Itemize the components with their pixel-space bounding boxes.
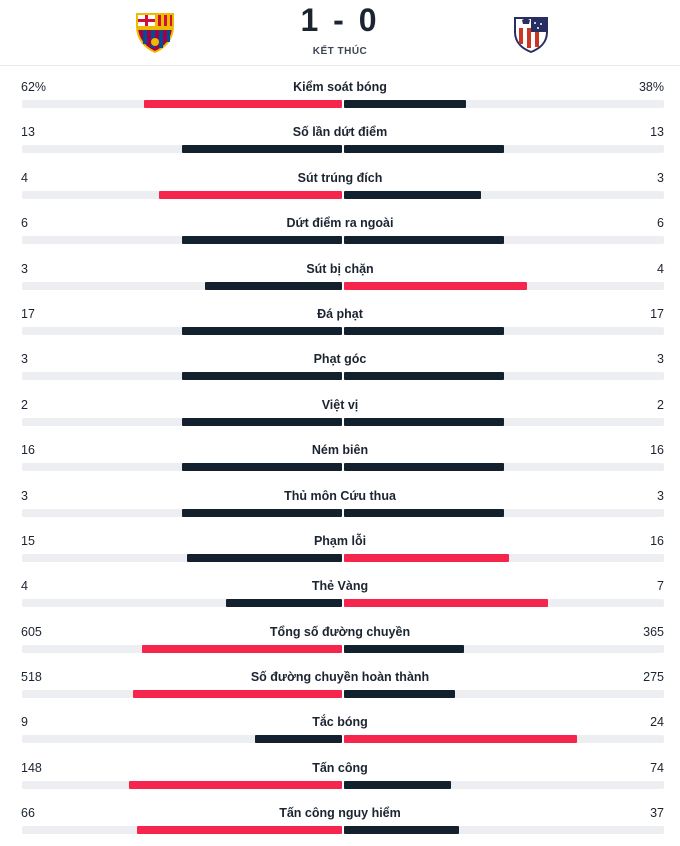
home-bar [182, 463, 342, 471]
away-bar [344, 554, 509, 562]
home-bar [142, 645, 342, 653]
away-bar-track [344, 781, 664, 789]
away-value: 16 [650, 443, 664, 458]
away-bar-track [344, 690, 664, 698]
away-bar [344, 645, 464, 653]
home-value: 3 [21, 261, 28, 276]
away-value: 2 [657, 397, 664, 412]
home-bar [182, 372, 342, 380]
home-bar-track [22, 282, 342, 290]
away-bar [344, 781, 451, 789]
stat-label: Đá phạt [317, 306, 363, 321]
away-bar [344, 509, 504, 517]
home-value: 15 [21, 533, 35, 548]
stat-row [0, 72, 680, 117]
home-bar [205, 282, 342, 290]
home-bar-track [22, 781, 342, 789]
stat-label: Số lần dứt điểm [292, 125, 388, 140]
stat-row [0, 117, 680, 162]
home-bar-track [22, 690, 342, 698]
away-bar-track [344, 599, 664, 607]
away-bar-track [344, 826, 664, 834]
home-bar-track [22, 418, 342, 426]
away-bar-track [344, 509, 664, 517]
match-score: 1 - 0 [300, 2, 380, 38]
home-value: 3 [21, 488, 28, 503]
home-bar-track [22, 509, 342, 517]
away-value: 17 [650, 306, 664, 321]
stat-label: Tổng số đường chuyền [269, 624, 411, 639]
home-bar-track [22, 554, 342, 562]
stat-label: Sút trúng đích [297, 170, 383, 185]
stat-label: Sút bị chặn [306, 261, 374, 276]
home-bar [144, 100, 342, 108]
home-value: 66 [21, 806, 35, 821]
home-bar [187, 554, 342, 562]
away-bar [344, 100, 466, 108]
away-bar-track [344, 735, 664, 743]
home-bar [137, 826, 342, 834]
home-value: 6 [21, 216, 28, 231]
away-bar-track [344, 554, 664, 562]
stat-row [0, 344, 680, 389]
stat-label: Tắc bóng [312, 715, 368, 730]
home-bar-track [22, 826, 342, 834]
home-bar [182, 418, 342, 426]
home-bar [182, 145, 342, 153]
atletico-madrid-crest[interactable] [510, 10, 552, 54]
away-bar-track [344, 418, 664, 426]
home-bar-track [22, 372, 342, 380]
stat-row [0, 163, 680, 208]
home-bar [182, 509, 342, 517]
away-value: 6 [657, 216, 664, 231]
stat-label: Việt vị [321, 397, 359, 412]
stat-label: Kiểm soát bóng [293, 80, 387, 94]
home-value: 518 [21, 670, 42, 685]
home-bar-track [22, 145, 342, 153]
away-value: 13 [650, 125, 664, 140]
home-bar [159, 191, 342, 199]
stat-row [0, 617, 680, 662]
home-bar [255, 735, 342, 743]
away-value: 4 [657, 261, 664, 276]
home-bar [129, 781, 342, 789]
home-bar [182, 327, 342, 335]
away-bar-track [344, 327, 664, 335]
stat-row [0, 707, 680, 752]
away-value: 365 [643, 624, 664, 639]
away-bar-track [344, 372, 664, 380]
away-bar-track [344, 645, 664, 653]
stat-label: Tấn công [312, 760, 368, 775]
home-value: 2 [21, 397, 28, 412]
match-status: KẾT THÚC [312, 46, 368, 57]
away-bar [344, 236, 504, 244]
home-bar [226, 599, 342, 607]
stat-row [0, 481, 680, 526]
away-value: 275 [643, 670, 664, 685]
away-bar-track [344, 191, 664, 199]
away-bar [344, 191, 481, 199]
stat-label: Số đường chuyền hoàn thành [250, 670, 430, 685]
stat-label: Thẻ Vàng [311, 579, 369, 594]
stat-label: Phạm lỗi [313, 533, 367, 548]
away-bar-track [344, 145, 664, 153]
stat-row [0, 662, 680, 707]
stat-label: Thủ môn Cứu thua [284, 488, 396, 503]
home-value: 4 [21, 579, 28, 594]
home-bar-track [22, 191, 342, 199]
stat-row [0, 571, 680, 616]
away-bar [344, 372, 504, 380]
away-bar [344, 327, 504, 335]
stat-label: Tấn công nguy hiểm [279, 806, 401, 821]
stat-row [0, 435, 680, 480]
away-value: 38% [638, 80, 664, 94]
away-value: 24 [650, 715, 664, 730]
home-bar-track [22, 463, 342, 471]
away-value: 16 [650, 533, 664, 548]
home-value: 17 [21, 306, 35, 321]
match-header [0, 0, 680, 66]
away-value: 3 [657, 170, 664, 185]
stat-label: Phạt góc [313, 352, 367, 367]
away-bar-track [344, 282, 664, 290]
home-value: 148 [21, 760, 42, 775]
away-bar-track [344, 463, 664, 471]
home-value: 4 [21, 170, 28, 185]
stat-row [0, 299, 680, 344]
away-bar-track [344, 100, 664, 108]
home-bar-track [22, 327, 342, 335]
away-value: 37 [650, 806, 664, 821]
home-bar-track [22, 645, 342, 653]
home-bar-track [22, 100, 342, 108]
stat-row [0, 208, 680, 253]
away-value: 74 [650, 760, 664, 775]
home-value: 16 [21, 443, 35, 458]
away-bar-track [344, 236, 664, 244]
home-bar-track [22, 236, 342, 244]
home-value: 62% [21, 80, 47, 94]
stat-label: Dứt điểm ra ngoài [286, 216, 394, 231]
home-value: 9 [21, 715, 28, 730]
stat-label: Ném biên [311, 443, 369, 458]
away-bar [344, 599, 548, 607]
home-bar-track [22, 599, 342, 607]
home-value: 605 [21, 624, 42, 639]
home-value: 3 [21, 352, 28, 367]
away-bar [344, 145, 504, 153]
away-value: 7 [657, 579, 664, 594]
away-bar [344, 418, 504, 426]
stat-row [0, 526, 680, 571]
stat-row [0, 798, 680, 843]
home-value: 13 [21, 125, 35, 140]
away-bar [344, 735, 577, 743]
away-value: 3 [657, 488, 664, 503]
stat-row [0, 390, 680, 435]
stats-list [0, 72, 680, 844]
home-bar [133, 690, 342, 698]
home-bar-track [22, 735, 342, 743]
away-bar [344, 826, 459, 834]
home-bar [182, 236, 342, 244]
stat-row [0, 254, 680, 299]
stat-row [0, 753, 680, 798]
away-bar [344, 463, 504, 471]
away-value: 3 [657, 352, 664, 367]
away-bar [344, 282, 527, 290]
away-bar [344, 690, 455, 698]
